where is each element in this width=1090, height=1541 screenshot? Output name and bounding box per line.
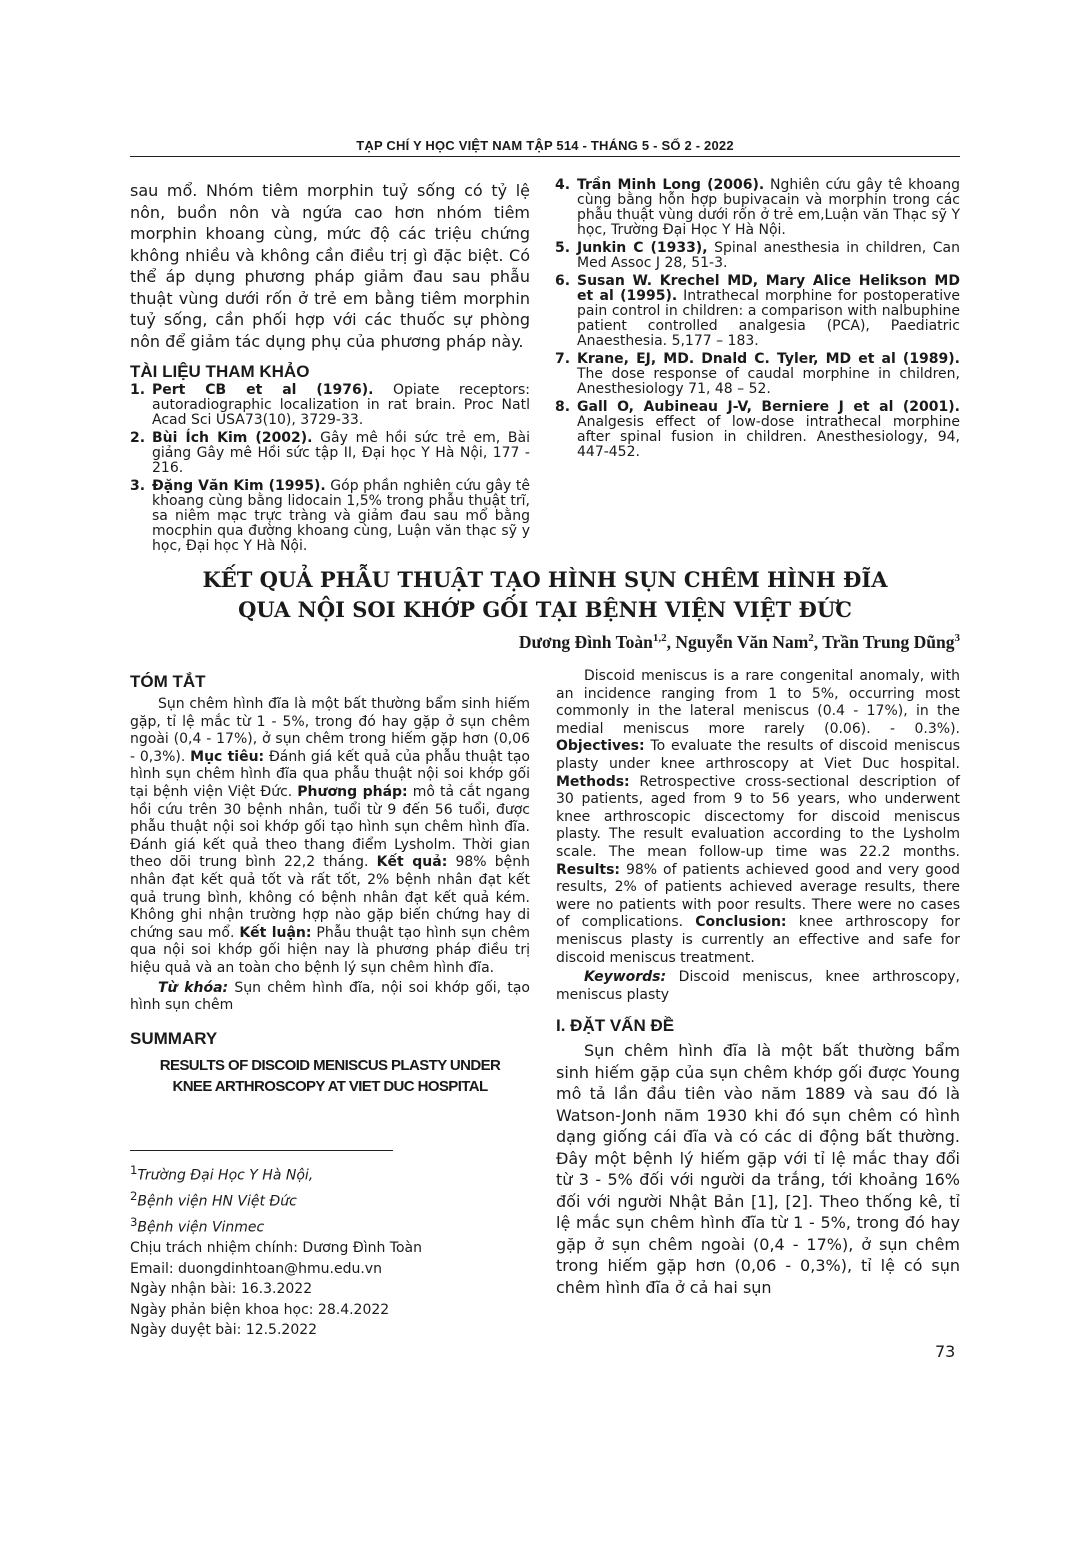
date-accepted: Ngày duyệt bài: 12.5.2022	[130, 1322, 318, 1339]
reference-details: Analgesis effect of low-dose intrathecal morphine after spinal fusion in children. Anesthesiology, 94, 447-452.	[577, 414, 960, 460]
abstract-en-label-results: Results:	[556, 861, 620, 878]
reference-text	[152, 383, 530, 428]
abstract-vi-heading: TÓM TẮT	[130, 672, 206, 691]
reference-author: Gall O, Aubineau J-V, Berniere J et al (2001).	[577, 399, 960, 415]
reference-item	[555, 352, 960, 397]
reference-author: Krane, EJ, MD. Dnald C. Tyler, MD et al (1989).	[577, 351, 960, 367]
intro-paragraph: Sụn chêm hình đĩa là một bất thường bẩm sinh hiếm gặp của sụn chêm khớp gối được Young mô tả lần đầu tiên vào năm 1889 và sau đó là Watson-Jonh năm 1930 khi đó sụn chêm có hình dạng giống cái đĩa và có các di động bất thường. Đây một bệnh lý hiếm gặp với tỉ lệ mắc thay đổi từ 3 - 5% đối với người da trắng, tới khoảng 16% đối với người Nhật Bản [1], [2]. Theo thống kê, tỉ lệ mắc sụn chêm hình đĩa từ 1 - 5%, trong đó hay gặp ở sụn chêm ngoài (0,4 - 17%), ở sụn chêm trong hiếm gặp hơn (0,06 - 0,3%), tỉ lệ có sụn chêm hình đĩa ở cả hai sụn	[556, 1041, 960, 1297]
author-separator: ,	[813, 632, 823, 652]
abstract-vi-text-4: 98% bệnh nhân đạt kết quả tốt và rất tốt, 2% bệnh nhân đạt kết quả trung bình, không có bệnh nhân đạt kết quả kém. Không ghi nhận trường hợp nào gặp biến chứng hay di chứng sau mổ.	[130, 854, 530, 941]
abstract-en-label-methods: Methods:	[556, 773, 630, 790]
abstract-en-text-5: knee arthroscopy for meniscus plasty is currently an effective and safe for discoid meniscus treatment.	[556, 914, 960, 966]
abstract-vi-label-objective: Mục tiêu:	[190, 748, 265, 765]
reference-details: Spinal anesthesia in children, Can Med Assoc J 28, 51-3.	[577, 240, 960, 271]
reference-text	[577, 178, 960, 238]
affiliation-3: $^3$Bệnh viện Vinmec	[130, 1215, 265, 1236]
author-name: Nguyễn Văn Nam	[675, 632, 809, 652]
reference-details: Gây mê hồi sức trẻ em, Bài giảng Gây mê Hồi sức tập II, Đại học Y Hà Nội, 177 - 216.	[152, 430, 530, 476]
article-title-line1: KẾT QUẢ PHẪU THUẬT TẠO HÌNH SỤN CHÊM HÌNH ĐĨA	[202, 567, 888, 592]
reference-details: Nghiên cứu gây tê khoang cùng bằng hỗn hợp bupivacain và morphin trong các phẫu thuật vùng dưới rốn ở trẻ em,Luận văn Thạc sỹ Y học, Trường Đại Học Y Hà Nội.	[577, 177, 960, 238]
reference-author: Đặng Văn Kim (1995).	[152, 478, 326, 494]
reference-number: 1.	[130, 382, 146, 398]
summary-title-line2: KNEE ARTHROSCOPY AT VIET DUC HOSPITAL	[172, 1077, 488, 1095]
reference-author: Junkin C (1933),	[577, 240, 708, 256]
abstract-vi-keywords	[130, 980, 530, 1015]
author-name: Trần Trung Dũng	[822, 632, 955, 652]
abstract-vi-label-method: Phương pháp:	[297, 783, 408, 800]
left-column-lower	[130, 672, 530, 1097]
email: Email: duongdinhtoan@hmu.edu.vn	[130, 1260, 382, 1277]
reference-number: 2.	[130, 430, 146, 446]
author-separator: ,	[666, 632, 676, 652]
references-list-left	[130, 383, 530, 554]
reference-item	[130, 479, 530, 554]
keywords-en-text: Discoid meniscus, knee arthroscopy, meniscus plasty	[556, 969, 960, 1003]
abstract-en-label-objectives: Objectives:	[556, 738, 645, 755]
author-affiliation-sup: 2	[808, 632, 814, 645]
header-rule	[130, 156, 960, 157]
abstract-en-label-conclusion: Conclusion:	[695, 914, 787, 931]
affiliation-1: $^1$Trường Đại Học Y Hà Nội,	[130, 1163, 314, 1184]
author-name: Dương Đình Toàn	[518, 632, 653, 652]
reference-item	[130, 383, 530, 428]
abstract-vi-label-conclusion: Kết luận:	[239, 924, 312, 941]
top-left-column	[130, 180, 530, 557]
author-affiliation-sup: 3	[954, 632, 960, 645]
reference-author: Bùi Ích Kim (2002).	[152, 430, 313, 446]
intro-heading: I. ĐẶT VẤN ĐỀ	[556, 1016, 675, 1036]
abstract-vi-text-2: Đánh giá kết quả của phẫu thuật tạo hình sụn chêm hình đĩa qua phẫu thuật nội soi khớp gối tại bệnh viện Việt Đức.	[130, 748, 530, 800]
reference-details: Góp phần nghiên cứu gây tê khoang cùng bằng lidocain 1,5% trong phẫu thuật trĩ, sa niêm mạc trực tràng và giảm đau sau mổ bằng mocphin qua đường khoang cùng, Luận văn thạc sỹ y học, Đại học Y Hà Nội.	[152, 478, 530, 554]
top-right-column	[555, 178, 960, 463]
reference-item	[555, 178, 960, 238]
journal-header: TẠP CHÍ Y HỌC VIỆT NAM TẬP 514 - THÁNG 5 - SỐ 2 - 2022	[356, 138, 734, 153]
summary-heading: SUMMARY	[130, 1028, 218, 1048]
page-number: 73	[935, 1342, 956, 1361]
reference-number: 8.	[555, 399, 571, 415]
reference-item	[555, 274, 960, 349]
conclusion-paragraph: sau mổ. Nhóm tiêm morphin tuỷ sống có tỷ lệ nôn, buồn nôn và ngứa cao hơn nhóm tiêm morphin khoang cùng, mức độ các triệu chứng không nhiều và không cần điều trị gì đặc biệt. Có thể áp dụng phương pháp giảm đau sau phẫu thuật vùng dưới rốn ở trẻ em bằng tiêm morphin tuỷ sống, cần phối hợp với các thuốc sự phòng nôn để giảm tác dụng phụ của phương pháp này.	[130, 181, 530, 351]
date-received: Ngày nhận bài: 16.3.2022	[130, 1281, 313, 1298]
article-title-line2: QUA NỘI SOI KHỚP GỐI TẠI BỆNH VIỆN VIỆT ĐỨC	[238, 597, 852, 622]
reference-author: Pert CB et al (1976).	[152, 382, 374, 398]
reference-number: 3.	[130, 478, 146, 494]
affiliation-2-text: Bệnh viện HN Việt Đức	[137, 1193, 297, 1210]
abstract-vi-text-5: Phẫu thuật tạo hình sụn chêm qua nội soi khớp gối hiện nay là phương pháp điều trị hiệu quả và an toàn cho bệnh lý sụn chêm hình đĩa.	[130, 924, 530, 976]
reference-text	[152, 479, 530, 554]
reference-number: 4.	[555, 177, 571, 193]
abstract-vi-body	[130, 696, 530, 978]
author-affiliation-sup: 1,2	[652, 632, 667, 645]
abstract-en-text-2: To evaluate the results of discoid meniscus plasty under knee arthroscopy at Viet Duc hospital.	[556, 738, 960, 772]
reference-text	[152, 431, 530, 476]
abstract-en-text-1: Discoid meniscus is a rare congenital anomaly, with an incidence ranging from 1 to 5%, occurring most commonly in the lateral meniscus (0.4 - 17%), in the medial meniscus more rarely (0.06). - 0.3%).	[556, 668, 960, 737]
reference-number: 5.	[555, 240, 571, 256]
references-list-right	[555, 178, 960, 460]
abstract-vi-text-1: Sụn chêm hình đĩa là một bất thường bẩm sinh hiếm gặp, tỉ lệ mắc từ 1 - 5%, trong đó hay gặp ở sụn chêm ngoài (0,4 - 17%), ở sụn chêm trong hiếm gặp hơn (0,06 - 0,3%).	[130, 696, 530, 765]
right-column-lower	[556, 668, 960, 1298]
reference-details: Opiate receptors: autoradiographic localization in rat brain. Proc Natl Acad Sci USA73(10), 3729-33.	[152, 382, 530, 428]
reference-text	[577, 241, 960, 271]
summary-title-line1: RESULTS OF DISCOID MENISCUS PLASTY UNDER	[159, 1056, 501, 1074]
date-reviewed: Ngày phản biện khoa học: 28.4.2022	[130, 1301, 390, 1318]
affiliation-2: $^2$Bệnh viện HN Việt Đức	[130, 1189, 297, 1210]
abstract-vi-text-3: mô tả cắt ngang hồi cứu trên 30 bệnh nhân, tuổi từ 9 đến 56 tuổi, được phẫu thuật nội soi khớp gối tạo hình sụn chêm hình đĩa. Đánh giá kết quả theo thang điểm Lysholm. Thời gian theo dõi trung bình 22,2 tháng.	[130, 783, 531, 871]
reference-text	[577, 400, 960, 460]
keywords-vi-text: Sụn chêm hình đĩa, nội soi khớp gối, tạo hình sụn chêm	[130, 979, 530, 1014]
keywords-en-label: Keywords:	[584, 969, 667, 986]
abstract-en-text-4: 98% of patients achieved good and very good results, 2% of patients achieved average results, there were no patients with poor results. There were no cases of complications.	[556, 861, 960, 931]
affiliation-3-text: Bệnh viện Vinmec	[137, 1219, 265, 1236]
reference-item	[130, 431, 530, 476]
corresponding-author: Chịu trách nhiệm chính: Dương Đình Toàn	[130, 1240, 422, 1257]
footnote-rule	[130, 1150, 393, 1151]
reference-text	[577, 352, 960, 397]
affiliation-1-text: Trường Đại Học Y Hà Nội,	[137, 1167, 314, 1184]
abstract-en-body	[556, 668, 960, 967]
article-title	[130, 565, 960, 625]
reference-author: Susan W. Krechel MD, Mary Alice Helikson MD et al (1995).	[577, 273, 960, 304]
keywords-vi-label: Từ khóa:	[158, 979, 229, 996]
abstract-vi-label-results: Kết quả:	[376, 854, 448, 871]
summary-title	[130, 1055, 530, 1097]
reference-text	[577, 274, 960, 349]
reference-details: Intrathecal morphine for postoperative pain control in children: a comparison with nalbuphine patient controlled analgesia (PCA), Paediatric Anaesthesia. 5,177 – 183.	[577, 288, 961, 349]
reference-item	[555, 241, 960, 271]
abstract-en-text-3: Retrospective cross-sectional description of 30 patients, aged from 9 to 56 years, who underwent knee arthroscopic discectomy for discoid meniscus plasty. The result evaluation according to the Lysholm scale. The mean follow-up time was 22.2 months.	[556, 773, 960, 860]
reference-item	[555, 400, 960, 460]
author-list	[519, 632, 960, 653]
reference-number: 6.	[555, 273, 571, 289]
reference-author: Trần Minh Long (2006).	[577, 177, 765, 193]
reference-details: The dose response of caudal morphine in children, Anesthesiology 71, 48 – 52.	[577, 366, 960, 397]
reference-number: 7.	[555, 351, 571, 367]
footnotes	[130, 1160, 530, 1341]
abstract-en-keywords	[556, 969, 960, 1004]
references-heading: TÀI LIỆU THAM KHẢO	[130, 362, 310, 381]
